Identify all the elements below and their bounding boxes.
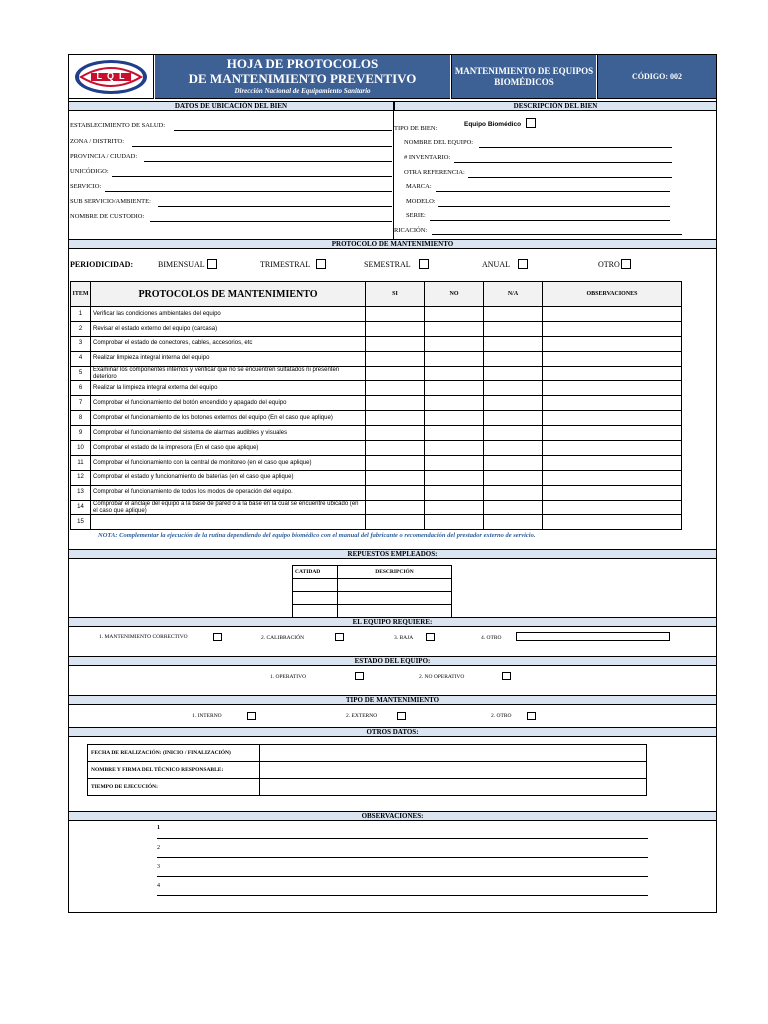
repuesto-qty-cell[interactable]	[293, 592, 338, 605]
period-anual-checkbox[interactable]	[518, 259, 528, 269]
repuesto-desc-cell[interactable]	[338, 605, 452, 618]
field-label-inventario: # INVENTARIO:	[404, 154, 451, 161]
tipo-externo-label: 2. EXTERNO	[346, 713, 378, 719]
field-label-servicio: SERVICIO:	[70, 183, 102, 190]
period-anual-label: ANUAL	[482, 260, 510, 269]
item-number: 14	[71, 500, 91, 515]
repuesto-qty-cell[interactable]	[293, 605, 338, 618]
col-protocols: PROTOCOLOS DE MANTENIMIENTO	[91, 282, 366, 307]
requiere-baja-label: 3. BAJA	[394, 635, 414, 641]
field-label-modelo: MODELO:	[406, 198, 436, 205]
table-row	[71, 485, 682, 500]
protocol-description: Verificar las condiciones ambientales del equipo	[91, 307, 366, 322]
otros-tecnico-label: NOMBRE Y FIRMA DEL TÉCNICO RESPONSABLE:	[88, 762, 260, 779]
si-cell[interactable]	[366, 500, 425, 515]
na-cell[interactable]	[484, 411, 543, 426]
period-bimensual-label: BIMENSUAL	[158, 260, 205, 269]
table-row	[71, 411, 682, 426]
na-cell[interactable]	[484, 381, 543, 396]
si-cell[interactable]	[366, 321, 425, 336]
field-label-marca: MARCA:	[406, 183, 432, 190]
item-number: 7	[71, 396, 91, 411]
obs-line[interactable]	[157, 838, 648, 839]
si-cell[interactable]	[366, 351, 425, 366]
tipo-externo-checkbox[interactable]	[397, 712, 406, 720]
field-inventario[interactable]	[454, 162, 672, 163]
field-label-unicodigo: UNICÓDIGO:	[70, 168, 109, 175]
requiere-calibracion-label: 2. CALIBRACIÓN	[261, 635, 305, 641]
no-cell[interactable]	[425, 321, 484, 336]
otros-fecha-label: FECHA DE REALIZACIÓN: (INICIO / FINALIZACIÓN)	[88, 745, 260, 762]
na-cell[interactable]	[484, 336, 543, 351]
observacion-cell[interactable]	[543, 381, 682, 396]
observacion-cell[interactable]	[543, 366, 682, 381]
logo-text: LQL	[96, 71, 130, 81]
item-number: 2	[71, 321, 91, 336]
na-cell[interactable]	[484, 366, 543, 381]
na-cell[interactable]	[484, 515, 543, 530]
field-label-serie: SERIE:	[406, 212, 426, 219]
protocol-description: Revisar el estado externo del equipo (carcasa)	[91, 321, 366, 336]
protocol-description: Comprobar el estado de conectores, cables, accesorios, etc	[91, 336, 366, 351]
no-cell[interactable]	[425, 485, 484, 500]
tipo-mant-title: TIPO DE MANTENIMIENTO	[69, 695, 716, 705]
estado-no-operativo-checkbox[interactable]	[502, 672, 511, 680]
field-label-custodio: NOMBRE DE CUSTODIO:	[70, 213, 145, 220]
table-row	[71, 307, 682, 322]
protocol-description	[91, 515, 366, 530]
table-row	[71, 455, 682, 470]
period-bimensual-checkbox[interactable]	[207, 259, 217, 269]
item-number: 10	[71, 441, 91, 456]
otros-tiempo-input[interactable]	[260, 779, 647, 796]
na-cell[interactable]	[484, 441, 543, 456]
no-cell[interactable]	[425, 500, 484, 515]
observacion-cell[interactable]	[543, 455, 682, 470]
logo-cell	[69, 55, 154, 99]
tipo-option-label: Equipo Biomédico	[464, 121, 522, 128]
si-cell[interactable]	[366, 441, 425, 456]
no-cell[interactable]	[425, 396, 484, 411]
observacion-cell[interactable]	[543, 515, 682, 530]
item-number: 3	[71, 336, 91, 351]
na-cell[interactable]	[484, 426, 543, 441]
protocol-description: Comprobar el estado y funcionamiento de baterías (en el caso que aplique)	[91, 470, 366, 485]
tipo-otro-label: 2. OTRO	[491, 713, 512, 719]
observacion-cell[interactable]	[543, 426, 682, 441]
table-row	[71, 321, 682, 336]
descripcion-fields	[394, 118, 714, 238]
si-cell[interactable]	[366, 366, 425, 381]
na-cell[interactable]	[484, 455, 543, 470]
no-cell[interactable]	[425, 426, 484, 441]
table-row	[71, 396, 682, 411]
no-cell[interactable]	[425, 515, 484, 530]
item-number: 12	[71, 470, 91, 485]
protocol-description: Comprobar el funcionamiento del sistema de alarmas audibles y visuales	[91, 426, 366, 441]
si-cell[interactable]	[366, 426, 425, 441]
estado-operativo-checkbox[interactable]	[355, 672, 364, 680]
period-semestral-label: SEMESTRAL	[364, 260, 411, 269]
field-label-zona: ZONA / DISTRITO:	[70, 138, 125, 145]
obs-number: 4	[157, 883, 160, 889]
no-cell[interactable]	[425, 351, 484, 366]
tipo-otro-checkbox[interactable]	[527, 712, 536, 720]
item-number: 13	[71, 485, 91, 500]
repuestos-col-desc: DESCRIPCIÓN	[338, 566, 452, 579]
table-row	[71, 351, 682, 366]
estado-title: ESTADO DEL EQUIPO:	[69, 656, 716, 666]
field-fabricacion[interactable]	[432, 234, 682, 235]
na-cell[interactable]	[484, 396, 543, 411]
repuesto-desc-cell[interactable]	[338, 592, 452, 605]
estado-no-operativo-label: 2. NO OPERATIVO	[419, 674, 465, 680]
col-item: ITEM	[71, 282, 91, 307]
col-no: NO	[425, 282, 484, 307]
observacion-cell[interactable]	[543, 351, 682, 366]
item-number: 5	[71, 366, 91, 381]
tipo-biomedico-checkbox[interactable]	[526, 118, 536, 128]
field-modelo[interactable]	[438, 206, 670, 207]
na-cell[interactable]	[484, 351, 543, 366]
tipo-interno-label: 1. INTERNO	[192, 713, 222, 719]
table-row	[71, 366, 682, 381]
title-cell	[155, 55, 450, 99]
na-cell[interactable]	[484, 500, 543, 515]
protocol-description: Comprobar el funcionamiento de todos los modos de operación del equipo.	[91, 485, 366, 500]
page-subtitle: Dirección Nacional de Equipamiento Sanitario	[234, 87, 371, 95]
table-row	[71, 426, 682, 441]
si-cell[interactable]	[366, 336, 425, 351]
period-semestral-checkbox[interactable]	[419, 259, 429, 269]
protocol-description: Examinar los componentes internos y verificar que no se encuentren sulfatados ni presenten deterioro	[91, 366, 366, 381]
observacion-cell[interactable]	[543, 441, 682, 456]
requiere-correctivo-checkbox[interactable]	[213, 633, 222, 641]
observacion-cell[interactable]	[543, 321, 682, 336]
protocol-description: Realizar limpieza integral interna del equipo	[91, 351, 366, 366]
field-provincia[interactable]	[144, 161, 392, 162]
requiere-title: EL EQUIPO REQUIERE:	[69, 617, 716, 627]
obs-number: 3	[157, 864, 160, 870]
otros-table	[87, 744, 647, 796]
col-si: SI	[366, 282, 425, 307]
equipment-type-line1: MANTENIMIENTO DE EQUIPOS	[454, 66, 594, 76]
no-cell[interactable]	[425, 336, 484, 351]
observacion-cell[interactable]	[543, 396, 682, 411]
obs-line[interactable]	[157, 857, 648, 858]
observaciones-lines	[157, 825, 648, 900]
na-cell[interactable]	[484, 321, 543, 336]
protocol-description: Comprobar el estado de la impresora (En el caso que aplique)	[91, 441, 366, 456]
si-cell[interactable]	[366, 485, 425, 500]
table-row	[71, 500, 682, 515]
item-number: 6	[71, 381, 91, 396]
si-cell[interactable]	[366, 411, 425, 426]
si-cell[interactable]	[366, 396, 425, 411]
na-cell[interactable]	[484, 470, 543, 485]
field-label-referencia: OTRA REFERENCIA:	[404, 169, 465, 176]
obs-line[interactable]	[157, 876, 648, 877]
protocol-note: NOTA: Complementar la ejecución de la rutina dependiendo del equipo biomédico con el manual del fabricante o recomendación del prestador externo de servicio.	[98, 532, 536, 539]
table-row	[71, 515, 682, 530]
field-label-fabricacion: RICACIÓN:	[394, 227, 428, 234]
observacion-cell[interactable]	[543, 500, 682, 515]
item-number: 8	[71, 411, 91, 426]
field-subservicio[interactable]	[158, 206, 392, 207]
protocolo-title: PROTOCOLO DE MANTENIMIENTO	[69, 239, 716, 249]
repuesto-qty-cell[interactable]	[293, 579, 338, 592]
si-cell[interactable]	[366, 307, 425, 322]
si-cell[interactable]	[366, 455, 425, 470]
requiere-otro-label: 4. OTRO	[481, 635, 502, 641]
period-otro-label: OTRO	[598, 260, 620, 269]
field-servicio[interactable]	[105, 191, 392, 192]
tipo-label: TIPO DE BIEN:	[394, 125, 438, 132]
otros-tiempo-label: TIEMPO DE EJECUCIÓN:	[88, 779, 260, 796]
no-cell[interactable]	[425, 307, 484, 322]
no-cell[interactable]	[425, 441, 484, 456]
period-trimestral-label: TRIMESTRAL	[260, 260, 311, 269]
periodicidad-row	[70, 258, 710, 274]
tipo-interno-checkbox[interactable]	[247, 712, 256, 720]
field-establecimiento[interactable]	[174, 130, 392, 131]
si-cell[interactable]	[366, 470, 425, 485]
equipment-type-line2: BIOMÉDICOS	[494, 77, 554, 87]
table-row	[71, 336, 682, 351]
field-custodio[interactable]	[150, 221, 392, 222]
no-cell[interactable]	[425, 455, 484, 470]
repuestos-table	[292, 565, 452, 618]
otros-fecha-input[interactable]	[260, 745, 647, 762]
periodicidad-label: PERIODICIDAD:	[70, 260, 134, 269]
repuestos-col-qty: CATIDAD	[293, 566, 338, 579]
protocol-description: Comprobar el funcionamiento con la central de monitoreo (en el caso que aplique)	[91, 455, 366, 470]
no-cell[interactable]	[425, 381, 484, 396]
repuestos-title: REPUESTOS EMPLEADOS:	[69, 549, 716, 559]
requiere-otro-input[interactable]	[516, 632, 670, 641]
code-cell: CÓDIGO: 002	[597, 55, 716, 99]
field-marca[interactable]	[436, 191, 670, 192]
requiere-baja-checkbox[interactable]	[426, 633, 435, 641]
protocol-description: Comprobar el anclaje del equipo a la base de pared o a la base en la cual se encuentre ubicado (en el caso que aplique)	[91, 500, 366, 515]
na-cell[interactable]	[484, 307, 543, 322]
obs-number: 1	[157, 825, 160, 831]
observaciones-title: OBSERVACIONES:	[69, 811, 716, 821]
period-trimestral-checkbox[interactable]	[316, 259, 326, 269]
field-label-establecimiento: ESTABLECIMIENTO DE SALUD:	[70, 122, 166, 129]
period-otro-checkbox[interactable]	[621, 259, 631, 269]
field-label-subservicio: SUB SERVICIO/AMBIENTE:	[70, 198, 151, 205]
field-unicodigo[interactable]	[112, 176, 392, 177]
otros-tecnico-input[interactable]	[260, 762, 647, 779]
protocol-description: Comprobar el funcionamiento de los botones externos del equipo (En el caso que aplique)	[91, 411, 366, 426]
item-number: 9	[71, 426, 91, 441]
no-cell[interactable]	[425, 366, 484, 381]
na-cell[interactable]	[484, 485, 543, 500]
protocol-description: Realizar la limpieza integral externa del equipo	[91, 381, 366, 396]
observacion-cell[interactable]	[543, 411, 682, 426]
col-observaciones: OBSERVACIONES	[543, 282, 682, 307]
requiere-calibracion-checkbox[interactable]	[335, 633, 344, 641]
table-row	[71, 441, 682, 456]
observacion-cell[interactable]	[543, 307, 682, 322]
obs-number: 2	[157, 845, 160, 851]
otros-title: OTROS DATOS:	[69, 727, 716, 737]
observacion-cell[interactable]	[543, 336, 682, 351]
requiere-correctivo-label: 1. MANTENIMIENTO CORRECTIVO	[99, 634, 188, 640]
field-nombre-equipo[interactable]	[479, 147, 672, 148]
col-na: N/A	[484, 282, 543, 307]
descripcion-title: DESCRIPCIÓN DEL BIEN	[394, 101, 716, 111]
ubicacion-title: DATOS DE UBICACIÓN DEL BIEN	[69, 101, 393, 111]
no-cell[interactable]	[425, 470, 484, 485]
page-title: HOJA DE PROTOCOLOS	[226, 56, 379, 71]
item-number: 15	[71, 515, 91, 530]
repuesto-desc-cell[interactable]	[338, 579, 452, 592]
field-label-provincia: PROVINCIA / CIUDAD:	[70, 153, 138, 160]
item-number: 1	[71, 307, 91, 322]
equipment-type-cell	[451, 55, 596, 99]
field-serie[interactable]	[430, 220, 670, 221]
estado-operativo-label: 1. OPERATIVO	[270, 674, 307, 680]
table-row	[71, 381, 682, 396]
page-title-line2: DE MANTENIMIENTO PREVENTIVO	[188, 71, 417, 86]
observacion-cell[interactable]	[543, 485, 682, 500]
protocol-description: Comprobar el funcionamiento del botón encendido y apagado del equipo	[91, 396, 366, 411]
observacion-cell[interactable]	[543, 470, 682, 485]
si-cell[interactable]	[366, 515, 425, 530]
field-zona[interactable]	[132, 146, 392, 147]
no-cell[interactable]	[425, 411, 484, 426]
item-number: 4	[71, 351, 91, 366]
obs-line[interactable]	[157, 895, 648, 896]
protocol-table	[70, 281, 682, 530]
item-number: 11	[71, 455, 91, 470]
table-row	[71, 470, 682, 485]
field-referencia[interactable]	[468, 177, 672, 178]
field-label-nombre: NOMBRE DEL EQUIPO:	[404, 139, 474, 146]
si-cell[interactable]	[366, 381, 425, 396]
